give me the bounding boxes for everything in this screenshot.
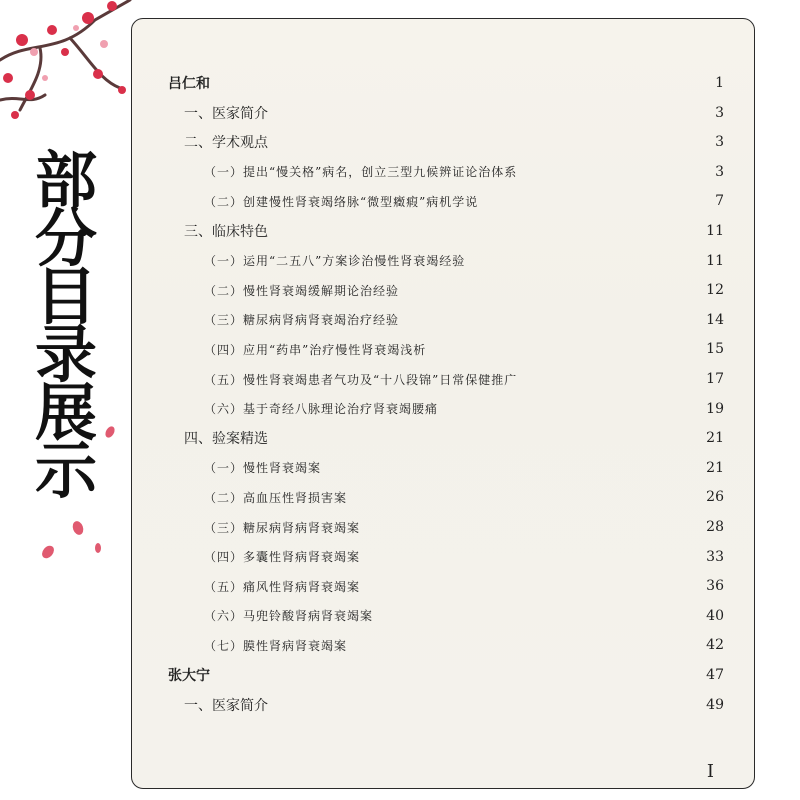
toc-entry-page: 7 (715, 193, 724, 210)
dot-leader (218, 76, 692, 90)
toc-entry-label: （六）马兜铃酸肾病肾衰竭案 (204, 609, 374, 624)
toc-entry (132, 485, 754, 509)
toc-entry-page: 3 (715, 163, 724, 180)
toc-entry-page: 14 (706, 311, 724, 328)
toc-entry-page: 42 (706, 637, 724, 654)
dot-leader (407, 313, 692, 327)
side-title-char: 部 (34, 144, 97, 217)
toc-entry-page: 17 (706, 371, 724, 387)
toc-entry-label: （二）慢性肾衰竭缓解期论治经验 (204, 283, 400, 298)
toc-entry-label: （四）应用“药串”治疗慢性肾衰竭浅析 (204, 342, 427, 357)
side-title-char: 示 (34, 434, 97, 507)
toc-entry-page: 21 (706, 430, 724, 447)
toc-entry-page: 1 (715, 75, 724, 91)
dot-leader (276, 224, 692, 238)
toc-entry-page: 28 (706, 519, 724, 535)
toc-entry (132, 574, 754, 598)
toc-entry-label: （四）多囊性肾病肾衰竭案 (204, 550, 361, 565)
dot-leader (434, 342, 692, 356)
toc-entry (132, 130, 754, 154)
toc-entry-page: 21 (706, 459, 724, 476)
toc-entry (132, 219, 754, 243)
dot-leader (276, 431, 692, 445)
toc-entry-page: 11 (706, 223, 724, 239)
toc-entry-page: 26 (706, 489, 724, 506)
toc-entry-page: 3 (715, 104, 724, 121)
dot-leader (276, 698, 692, 712)
toc-entry-page: 47 (706, 667, 724, 683)
toc-entry-page: 12 (706, 282, 724, 299)
toc-entry-page: 11 (706, 252, 724, 269)
dot-leader (407, 283, 692, 297)
toc-entry (132, 693, 754, 717)
toc-entry (132, 633, 754, 657)
toc-entry-label: 三、临床特色 (184, 224, 268, 240)
toc-entry-label: （一）提出“慢关格”病名，创立三型九候辨证论治体系 (204, 165, 518, 180)
toc-entry-label: （六）基于奇经八脉理论治疗肾衰竭腰痛 (204, 402, 439, 417)
toc-entry-label: （五）痛风性肾病肾衰竭案 (204, 579, 361, 594)
dot-leader (525, 165, 692, 179)
toc-entry-page: 3 (715, 134, 724, 151)
toc-entry (132, 249, 754, 273)
toc-entry (132, 545, 754, 569)
page-number-footer: I (706, 761, 714, 782)
toc-entry (132, 426, 754, 450)
side-title-char: 目 (34, 260, 97, 333)
dot-leader (381, 609, 692, 623)
toc-entry-page: 40 (706, 607, 724, 624)
toc-entry (132, 160, 754, 184)
dot-leader (368, 550, 692, 564)
dot-leader (368, 520, 692, 534)
toc-entry-label: （一）慢性肾衰竭案 (204, 461, 322, 476)
dot-leader (329, 461, 692, 475)
dot-leader (276, 106, 692, 120)
dot-leader (473, 254, 692, 268)
side-title-char: 展 (34, 376, 97, 449)
toc-entry (132, 278, 754, 302)
dot-leader (355, 490, 692, 504)
dot-leader (276, 135, 692, 149)
toc-entry (132, 367, 754, 391)
side-title-char: 分 (34, 202, 97, 275)
toc-entry-label: （三）糖尿病肾病肾衰竭案 (204, 520, 361, 535)
toc-entry-label: （七）膜性肾病肾衰竭案 (204, 638, 348, 653)
toc-entry-page: 36 (706, 578, 724, 595)
dot-leader (355, 638, 692, 652)
toc-entry-label: 一、医家简介 (184, 105, 268, 122)
toc-entry (132, 337, 754, 361)
dot-leader (218, 668, 692, 682)
toc-entry-page: 19 (706, 400, 724, 417)
toc-entry-label: 二、学术观点 (184, 135, 268, 152)
dot-leader (446, 402, 692, 416)
side-title (26, 144, 106, 507)
toc-entry (132, 308, 754, 332)
dot-leader (368, 579, 692, 593)
toc-entry-label: 吕仁和 (168, 76, 210, 92)
toc-entry (132, 604, 754, 628)
side-title-char: 录 (34, 318, 97, 391)
toc-entry-label: （二）高血压性肾损害案 (204, 490, 348, 505)
toc-entry (132, 189, 754, 213)
toc-entry (132, 663, 754, 687)
toc-entry (132, 71, 754, 95)
toc-entry-label: （五）慢性肾衰竭患者气功及“十八段锦”日常保健推广 (204, 372, 518, 387)
toc-entry-page: 49 (706, 696, 724, 713)
toc-entry-page: 33 (706, 548, 724, 565)
toc-entry-label: （三）糖尿病肾病肾衰竭治疗经验 (204, 313, 400, 328)
toc-entry (132, 101, 754, 125)
toc-entry-label: （一）运用“二五八”方案诊治慢性肾衰竭经验 (204, 254, 466, 269)
toc-entry (132, 456, 754, 480)
toc-entry-label: 张大宁 (168, 668, 210, 684)
dot-leader (486, 194, 692, 208)
toc-entry-label: 四、验案精选 (184, 431, 268, 448)
dot-leader (525, 372, 692, 386)
toc-page (131, 18, 755, 789)
toc-entry (132, 515, 754, 539)
toc-entry-label: 一、医家简介 (184, 697, 268, 714)
toc-entry (132, 397, 754, 421)
toc-entry-page: 15 (706, 341, 724, 358)
toc-entry-label: （二）创建慢性肾衰竭络脉“微型癥瘕”病机学说 (204, 194, 479, 209)
